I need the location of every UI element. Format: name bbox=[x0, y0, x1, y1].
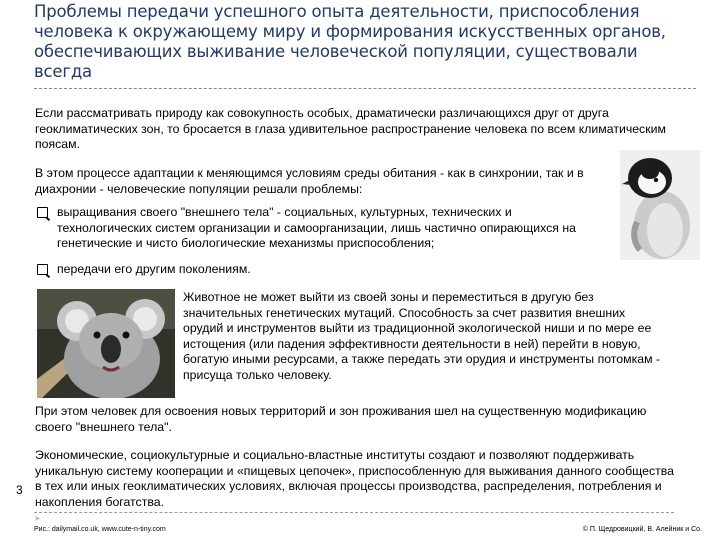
footer-divider bbox=[34, 512, 674, 513]
bullet-generations: передачи его другим поколениям. bbox=[57, 262, 251, 276]
title-divider bbox=[34, 88, 696, 89]
slide-number: 3 bbox=[16, 483, 23, 497]
checkbox-bullet-icon-tail bbox=[46, 274, 50, 278]
koala-photo bbox=[37, 289, 175, 398]
paragraph-modification: При этом человек для освоения новых территорий и зон проживания шел на существенную модификацию своего "внешнего тела". bbox=[35, 404, 647, 434]
penguin-chick-photo bbox=[620, 150, 700, 260]
paragraph-animal: Животное не может выйти из своей зоны и переместиться в другую без значительных генетических мутаций. Способность за счет развития внешних орудий и инструментов выйти из традиционной экологической ниши и по мере ее истощения (или падения эффективности деятельности в ней) перейти в новую, богатую иными ресурсами, а также передать эти орудия и инструменты потомкам - присуща только человеку. bbox=[183, 290, 661, 382]
paragraph-adaptation: В этом процессе адаптации к меняющимся условиям среды обитания - как в синхронии, так и в диахронии - человеческие популяции решали проблемы: bbox=[35, 166, 584, 196]
paragraph-intro: Если рассматривать природу как совокупность особых, драматически различающихся друг от друга геоклиматических зон, то бросается в глаза удивительное распространение человека по всем климатическим поясам. bbox=[35, 106, 666, 152]
bullet-outer-body: выращивания своего "внешнего тела" - социальных, культурных, технических и технологических систем организации и самоорганизации, лишь частично опирающихся на генетические и чисто биологические механизмы приспособления; bbox=[57, 205, 576, 251]
footer-copyright: © П. Щедровицкий, В. Алейник и Со. bbox=[582, 526, 702, 533]
footer-source: Рис.: dailymail.co.uk, www.cute-n-tiny.com bbox=[34, 526, 166, 533]
checkbox-bullet-icon-tail bbox=[46, 217, 50, 221]
slide-title: Проблемы передачи успешного опыта деятельности, приспособления человека к окружающему миру и формирования искусственных органов, обеспечивающих выживание человеческой популяции, существовали всегда bbox=[34, 2, 666, 81]
paragraph-institutions: Экономические, социокультурные и социально-властные институты создают и позволяют поддерживать уникальную систему кооперации и «пищевых цепочек», приспособленную для выживания данного сообщества в тех или иных геоклиматических условиях, включая процессы производства, распределения, потребления и накопления богатства. bbox=[35, 448, 674, 509]
footer-arrow-icon: ➤ bbox=[34, 514, 41, 523]
